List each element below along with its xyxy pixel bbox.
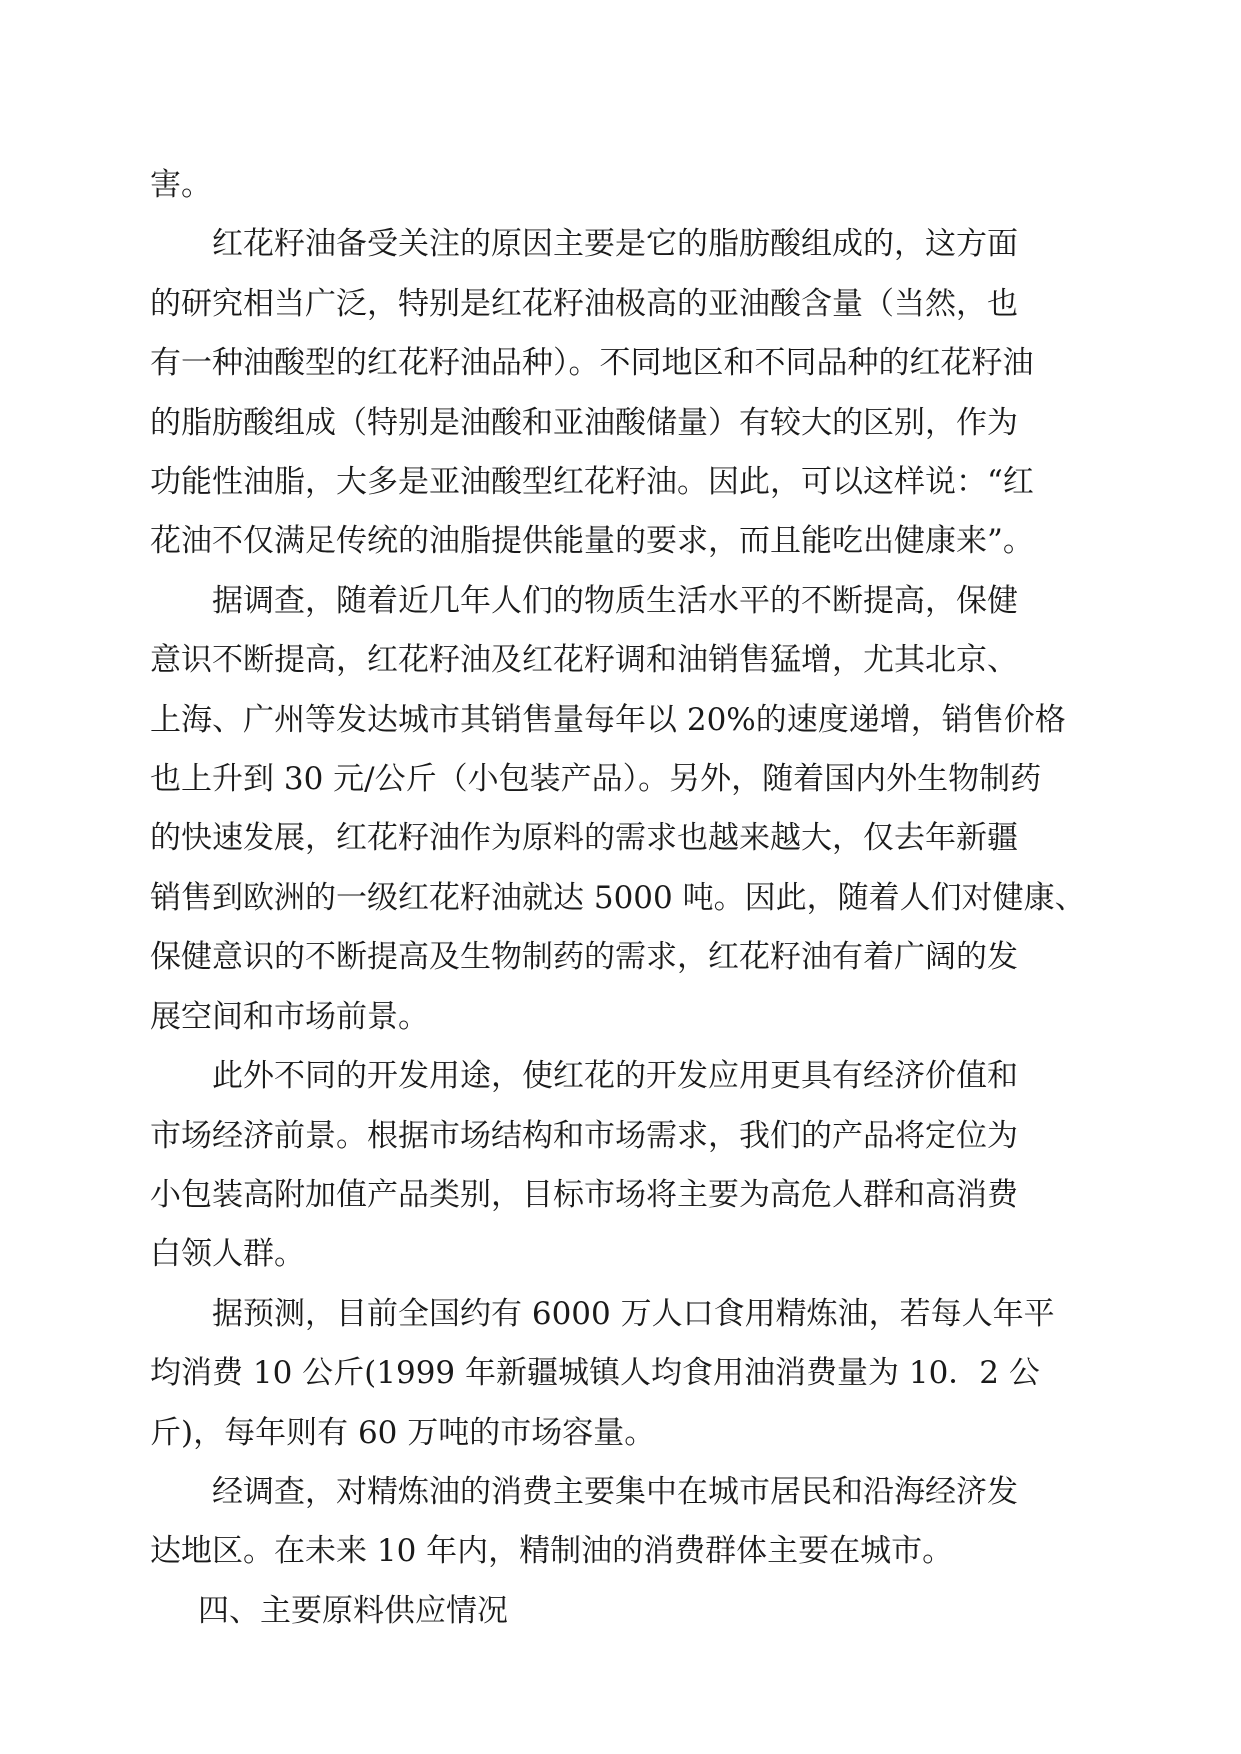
paragraph-continuation: 害。 — [150, 167, 212, 203]
section-heading: 四、主要原料供应情况 — [198, 1592, 508, 1629]
document-body — [150, 156, 1090, 1641]
paragraph-market-survey: 据调查，随着近几年人们的物质生活水平的不断提高，保健 意识不断提高，红花籽油及红花籽调和油销售猛增，尤其北京、 上海、广州等发达城市其销售量每年以 20%的速度递增，销售价格 也上升到 30 元/公斤（小包装产品）。另外，随着国内外生物制药 的快速发展，红花籽油作为原料的需求也越来越大，仅去年新疆 销售到欧洲的一级红花籽油就达 5000 吨。因此，随着人们对健康、 保健意识的不断提高及生物制药的需求，红花籽油有着广阔的发 展空间和市场前景。 — [150, 582, 1086, 1035]
paragraph-safflower-fatty-acids: 红花籽油备受关注的原因主要是它的脂肪酸组成的，这方面 的研究相当广泛，特别是红花籽油极高的亚油酸含量（当然，也 有一种油酸型的红花籽油品种）。不同地区和不同品种的红花籽油 的脂肪酸组成（特别是油酸和亚油酸储量）有较大的区别，作为 功能性油脂，大多是亚油酸型红花籽油。因此，可以这样说：“红 花油不仅满足传统的油脂提供能量的要求，而且能吃出健康来”。 — [150, 226, 1034, 560]
paragraph-consumer-groups: 经调查，对精炼油的消费主要集中在城市居民和沿海经济发 达地区。在未来 10 年内，精制油的消费群体主要在城市。 — [150, 1473, 1018, 1570]
paragraph-market-forecast: 据预测，目前全国约有 6000 万人口食用精炼油，若每人年平 均消费 10 公斤(1999 年新疆城镇人均食用油消费量为 10．2 公 斤)，每年则有 60 万吨的市场容量。 — [150, 1295, 1055, 1451]
paragraph-product-positioning: 此外不同的开发用途，使红花的开发应用更具有经济价值和 市场经济前景。根据市场结构和市场需求，我们的产品将定位为 小包装高附加值产品类别，目标市场将主要为高危人群和高消费 白领人群。 — [150, 1058, 1018, 1273]
